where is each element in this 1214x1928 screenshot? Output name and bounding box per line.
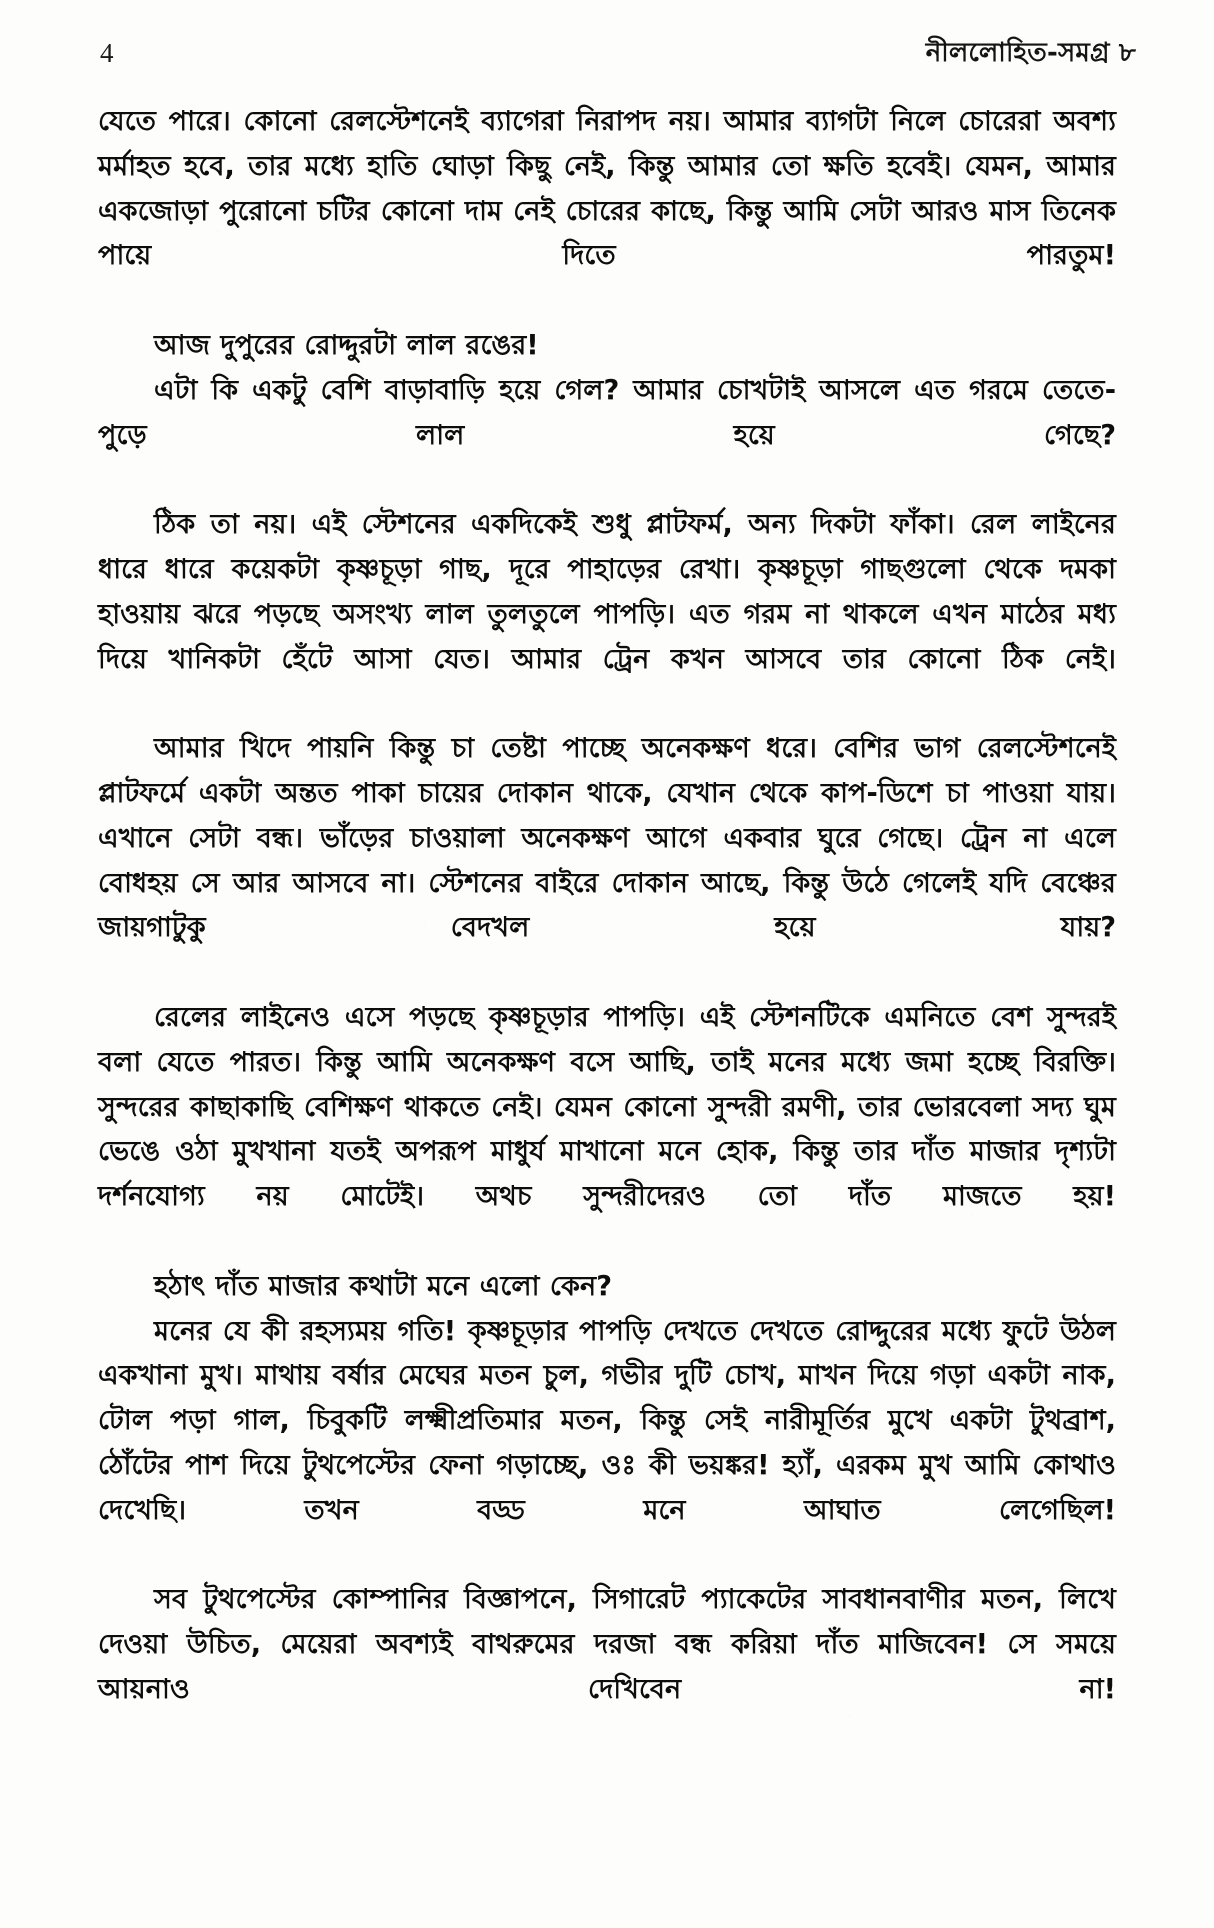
- paragraph: সব টুথপেস্টের কোম্পানির বিজ্ঞাপনে, সিগারেট প্যাকেটের সাবধানবাণীর মতন, লিখে দেওয়া উচিত, মেয়েরা অবশ্যই বাথরুমের দরজা বন্ধ করিয়া দাঁত মাজিবেন! সে সময়ে আয়নাও দেখিবেন না!: [98, 1584, 1116, 1705]
- paragraph: হঠাৎ দাঁত মাজার কথাটা মনে এলো কেন?: [154, 1270, 612, 1302]
- body-text-column: [98, 100, 1116, 1757]
- paragraph: ঠিক তা নয়। এই স্টেশনের একদিকেই শুধু প্লাটফর্ম, অন্য দিকটা ফাঁকা। রেল লাইনের ধারে ধারে কয়েকটা কৃষ্ণচূড়া গাছ, দূরে পাহাড়ের রেখা। কৃষ্ণচূড়া গাছগুলো থেকে দমকা হাওয়ায় ঝরে পড়ছে অসংখ্য লাল তুলতুলে পাপড়ি। এত গরম না থাকলে এখন মাঠের মধ্য দিয়ে খানিকটা হেঁটে আসা যেত। আমার ট্রেন কখন আসবে তার কোনো ঠিক নেই।: [98, 509, 1116, 675]
- paragraph: মনের যে কী রহস্যময় গতি! কৃষ্ণচূড়ার পাপড়ি দেখতে দেখতে রোদ্দুরের মধ্যে ফুটে উঠল একখানা মুখ। মাথায় বর্ষার মেঘের মতন চুল, গভীর দুটি চোখ, মাখন দিয়ে গড়া একটা নাক, টোল পড়া গাল, চিবুকটি লক্ষ্মীপ্রতিমার মতন, কিন্তু সেই নারীমূর্তির মুখে একটা টুথব্রাশ, ঠোঁটের পাশ দিয়ে টুথপেস্টের ফেনা গড়াচ্ছে, ওঃ কী ভয়ঙ্কর! হ্যাঁ, এরকম মুখ আমি কোথাও দেখেছি। তখন বড্ড মনে আঘাত লেগেছিল!: [98, 1315, 1116, 1526]
- page-header: [100, 40, 1136, 86]
- paragraph: আমার খিদে পায়নি কিন্তু চা তেষ্টা পাচ্ছে অনেকক্ষণ ধরে। বেশির ভাগ রেলস্টেশনেই প্লাটফর্মে একটা অন্তত পাকা চায়ের দোকান থাকে, যেখান থেকে কাপ-ডিশে চা পাওয়া যায়। এখানে সেটা বন্ধ। ভাঁড়ের চাওয়ালা অনেকক্ষণ আগে একবার ঘুরে গেছে। ট্রেন না এলে বোধহয় সে আর আসবে না। স্টেশনের বাইরে দোকান আছে, কিন্তু উঠে গেলেই যদি বেঞ্চের জায়গাটুকু বেদখল হয়ে যায়?: [98, 733, 1116, 944]
- page-number: 4: [100, 38, 114, 68]
- paragraph: যেতে পারে। কোনো রেলস্টেশনেই ব্যাগেরা নিরাপদ নয়। আমার ব্যাগটা নিলে চোরেরা অবশ্য মর্মাহত হবে, তার মধ্যে হাতি ঘোড়া কিছু নেই, কিন্তু আমার তো ক্ষতি হবেই। যেমন, আমার একজোড়া পুরোনো চটির কোনো দাম নেই চোরের কাছে, কিন্তু আমি সেটা আরও মাস তিনেক পায়ে দিতে পারতুম!: [98, 106, 1116, 272]
- paragraph: রেলের লাইনেও এসে পড়ছে কৃষ্ণচূড়ার পাপড়ি। এই স্টেশনটিকে এমনিতে বেশ সুন্দরই বলা যেতে পারত। কিন্তু আমি অনেকক্ষণ বসে আছি, তাই মনের মধ্যে জমা হচ্ছে বিরক্তি। সুন্দরের কাছাকাছি বেশিক্ষণ থাকতে নেই। যেমন কোনো সুন্দরী রমণী, তার ভোরবেলা সদ্য ঘুম ভেঙে ওঠা মুখখানা যতই অপরূপ মাধুর্য মাখানো মনে হোক, কিন্তু তার দাঁত মাজার দৃশ্যটা দর্শনযোগ্য নয় মোটেই। অথচ সুন্দরীদেরও তো দাঁত মাজতে হয়!: [98, 1001, 1116, 1213]
- running-title: নীললোহিত-সমগ্র ৮: [925, 38, 1136, 68]
- paragraph: আজ দুপুরের রোদ্দুরটা লাল রঙের!: [154, 329, 539, 361]
- paragraph: এটা কি একটু বেশি বাড়াবাড়ি হয়ে গেল? আমার চোখটাই আসলে এত গরমে তেতে-পুড়ে লাল হয়ে গেছে?: [98, 374, 1116, 451]
